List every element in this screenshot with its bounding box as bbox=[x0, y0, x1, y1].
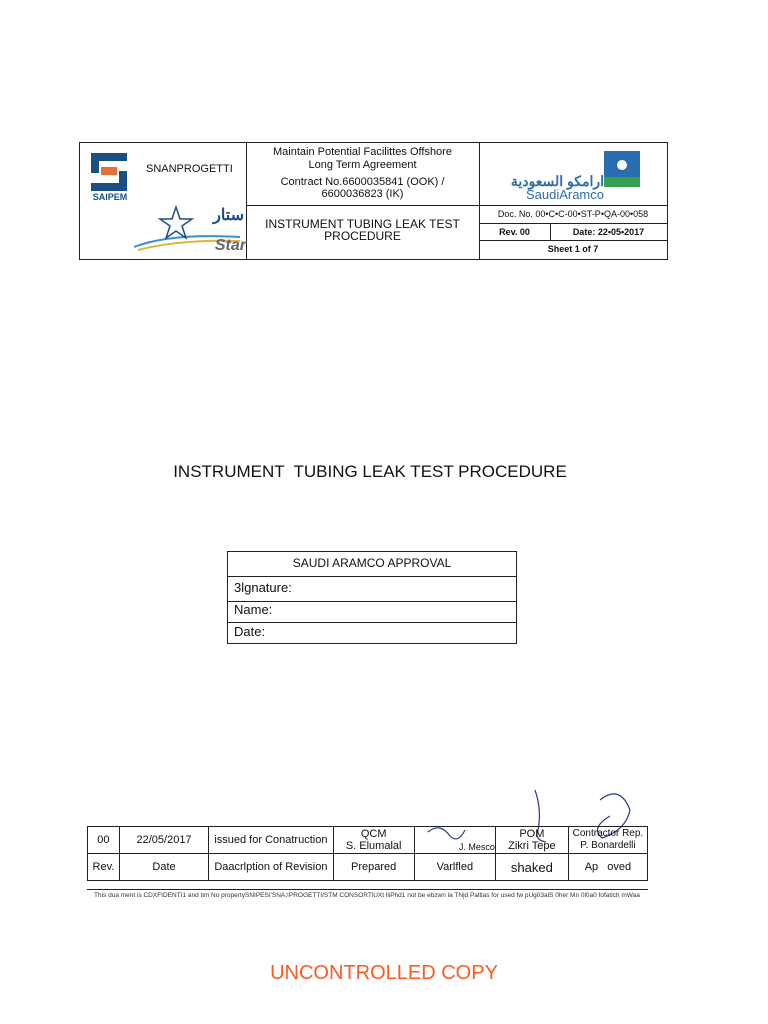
signature-label: 3lgnature: bbox=[234, 580, 292, 595]
approval-title: SAUDI ARAMCO APPROVAL bbox=[292, 556, 452, 570]
project-line2: Long Term Agreement bbox=[308, 159, 417, 171]
doc-title-line1: INSTRUMENT TUBING LEAK TEST bbox=[265, 217, 460, 231]
star-arabic-label: ستار bbox=[213, 207, 244, 224]
aramco-label: SaudiAramco bbox=[525, 187, 604, 202]
revision-table bbox=[87, 826, 648, 881]
prepared-role: QCM bbox=[360, 828, 387, 840]
page-title: INSTRUMENT TUBING LEAK TEST PROCEDURE bbox=[173, 462, 567, 481]
col-approved: Ap oved bbox=[568, 854, 647, 881]
checked-name: Zikri Tepe bbox=[508, 840, 556, 852]
revision-header-row bbox=[88, 854, 648, 881]
col-verified: Varlfled bbox=[414, 854, 495, 881]
prepared-cell bbox=[333, 827, 414, 854]
project-line1: Maintain Potential Facilittes Offshore bbox=[273, 146, 452, 158]
date-label: Date: bbox=[234, 624, 266, 639]
approved-name: P. Bonardelli bbox=[580, 840, 636, 851]
name-label: Name: bbox=[234, 602, 273, 617]
sheet-number: Sheet 1 of 7 bbox=[547, 244, 599, 254]
verified-name: J. Mesco bbox=[458, 842, 495, 852]
col-checked: shaked bbox=[495, 854, 568, 881]
doc-title-line2: PROCEDURE bbox=[324, 229, 401, 243]
description-cell: issued for Conatruction bbox=[209, 827, 333, 854]
col-description: Daacrlption of Revision bbox=[209, 854, 333, 881]
uncontrolled-copy-stamp: UNCONTROLLED COPY bbox=[270, 962, 498, 984]
checked-role: POM bbox=[519, 828, 545, 840]
approved-cell bbox=[568, 827, 647, 854]
footer-rule bbox=[87, 889, 648, 890]
saipem-label: SAIPEM bbox=[92, 192, 128, 202]
aramco-arabic-label: ارامكو السعودية bbox=[510, 173, 604, 189]
document-header bbox=[79, 142, 668, 260]
document-date: Date: 22•05•2017 bbox=[572, 227, 645, 237]
prepared-name: S. Elumalal bbox=[345, 840, 402, 852]
doc-number: Doc. No. 00•C•C-00•ST-P•QA-00•058 bbox=[497, 209, 649, 219]
contract-line1: Contract No.6600035841 (OOK) / bbox=[280, 176, 445, 188]
col-rev: Rev. bbox=[88, 854, 120, 881]
checked-cell bbox=[495, 827, 568, 854]
approved-role: Contractor Rep. bbox=[572, 828, 644, 839]
rev-cell: 00 bbox=[88, 827, 120, 854]
date-cell: 22/05/2017 bbox=[119, 827, 208, 854]
approval-box bbox=[227, 551, 517, 644]
aramco-logo bbox=[602, 149, 642, 189]
star-label: Star bbox=[214, 237, 246, 254]
confidential-note: This dua ment is CDXFIDENTI1 and tim No propertySNIPESI'SNA;!PROGETTI/STM CONSORTlUXt lliPhd1 not be ebzwn la TNjd Paltlas for used fw pUg03alS 0her Mn 0l0a0 fofatlch mWaa bbox=[94, 892, 640, 899]
contract-line2: 6600036823 (IK) bbox=[321, 188, 404, 200]
revision-row bbox=[88, 827, 648, 854]
col-date: Date bbox=[119, 854, 208, 881]
col-prepared: Prepared bbox=[333, 854, 414, 881]
verified-cell bbox=[414, 827, 495, 854]
revision-number: Rev. 00 bbox=[499, 227, 530, 237]
company-name: SNANPROGETTI bbox=[146, 163, 233, 175]
